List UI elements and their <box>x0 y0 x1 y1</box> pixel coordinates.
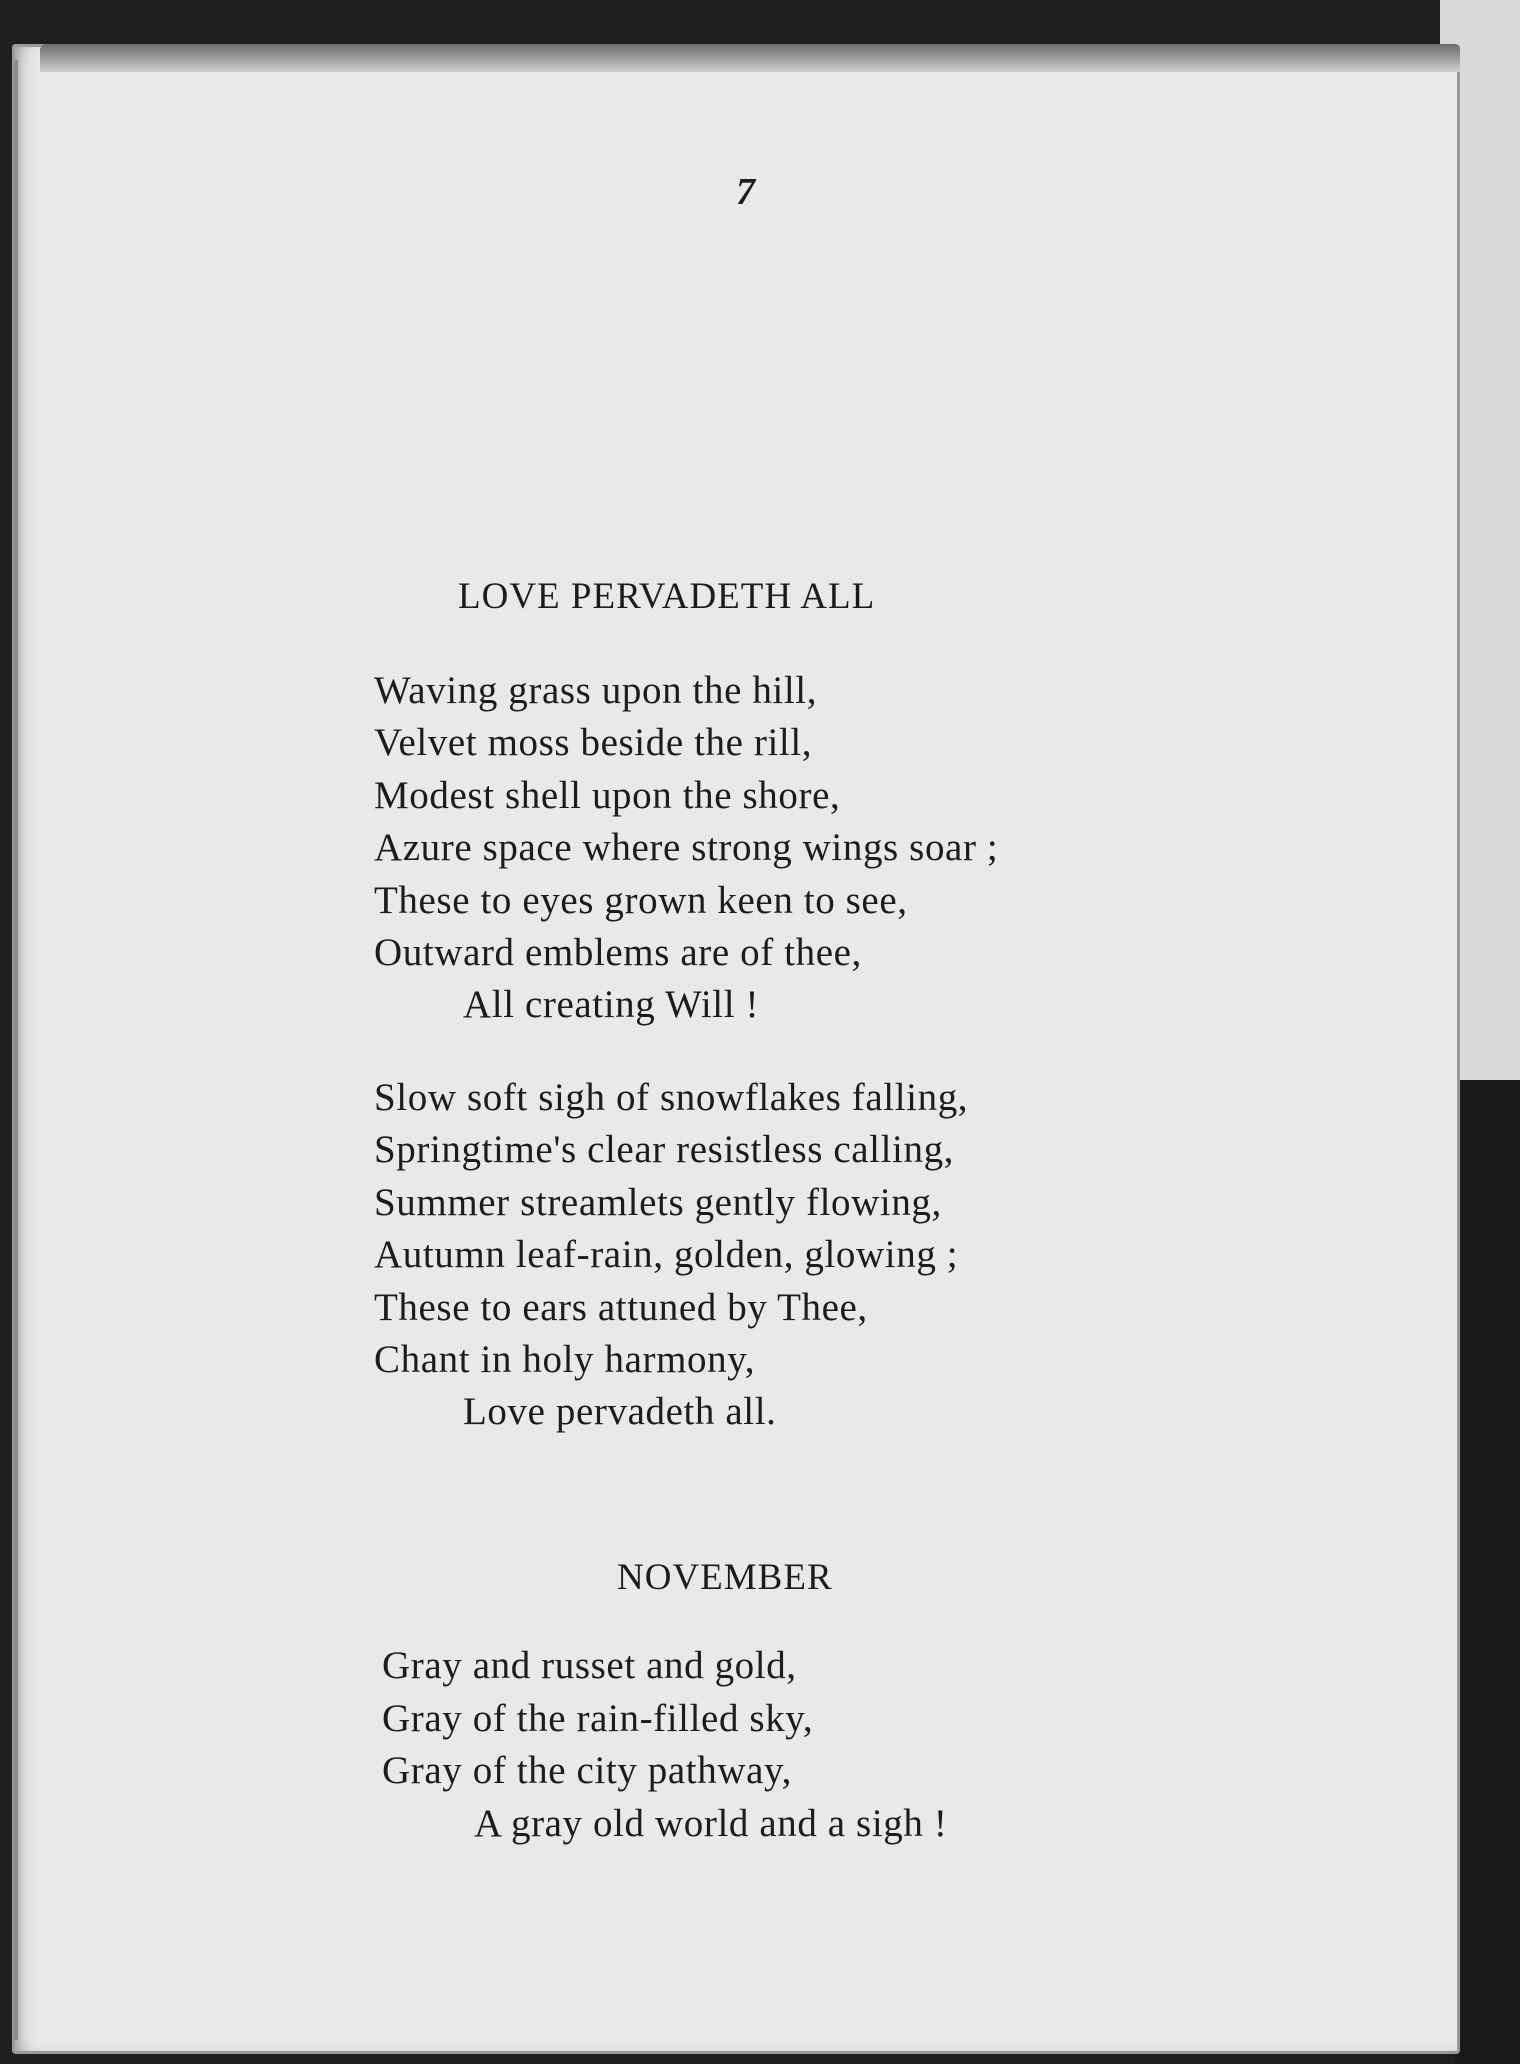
poem-line: Chant in holy harmony, <box>374 1338 756 1381</box>
poem-line: Outward emblems are of thee, <box>374 931 862 974</box>
poem-line: Summer streamlets gently flowing, <box>374 1181 942 1224</box>
poem-line: These to eyes grown keen to see, <box>374 879 908 922</box>
poem-line: Azure space where strong wings soar ; <box>374 826 999 869</box>
page-number: 7 <box>736 171 755 213</box>
poem-title: NOVEMBER <box>617 1557 833 1598</box>
poem-line: Slow soft sigh of snowflakes falling, <box>374 1076 969 1119</box>
poem-title: LOVE PERVADETH ALL <box>458 576 876 617</box>
poem-line: Autumn leaf-rain, golden, glowing ; <box>374 1233 959 1276</box>
book-cover-edge-lower <box>1455 1080 1520 2064</box>
poem-line: Gray of the city pathway, <box>382 1749 792 1792</box>
poem-line: These to ears attuned by Thee, <box>374 1286 868 1329</box>
poem-line: Springtime's clear resistless calling, <box>374 1128 955 1171</box>
poem-line: Gray of the rain-filled sky, <box>382 1697 814 1740</box>
poem-line: Gray and russet and gold, <box>382 1644 797 1687</box>
poem-line: Modest shell upon the shore, <box>374 774 841 817</box>
poem-line: Love pervadeth all. <box>463 1390 777 1433</box>
poem-line: All creating Will ! <box>463 983 760 1026</box>
page-top-shadow <box>40 44 1460 72</box>
poem-line: Velvet moss beside the rill, <box>374 721 813 764</box>
page-gutter <box>14 60 18 2040</box>
poem-line: A gray old world and a sigh ! <box>474 1802 948 1845</box>
poem-line: Waving grass upon the hill, <box>374 669 818 712</box>
